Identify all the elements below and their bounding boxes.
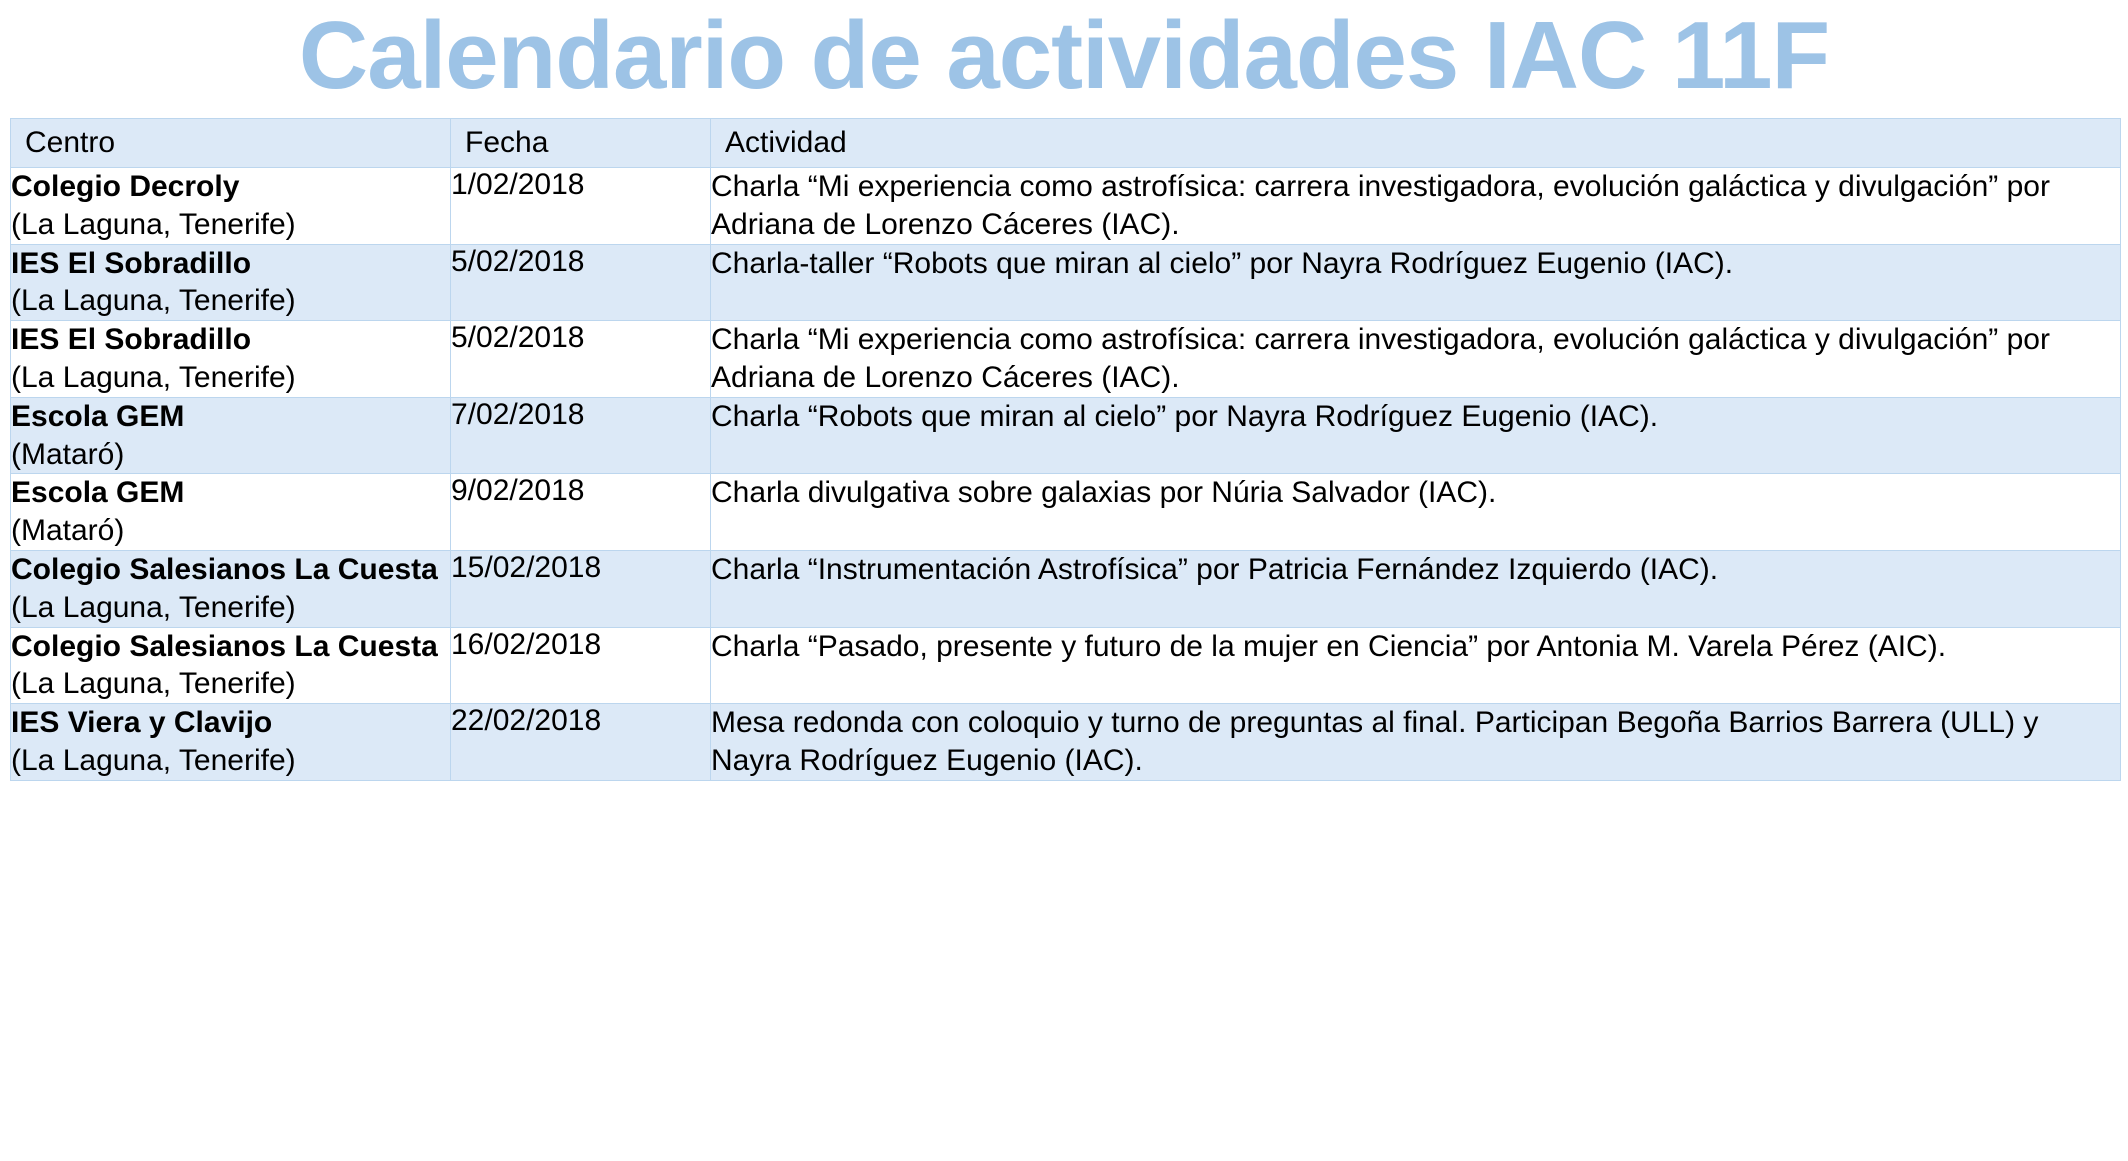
cell-actividad: Charla “Instrumentación Astrofísica” por Patricia Fernández Izquierdo (IAC). — [711, 550, 2121, 627]
cell-fecha: 22/02/2018 — [451, 704, 711, 781]
centro-name: IES El Sobradillo — [11, 246, 252, 280]
table-row — [11, 397, 2121, 474]
cell-actividad: Charla-taller “Robots que miran al cielo” por Nayra Rodríguez Eugenio (IAC). — [711, 244, 2121, 321]
column-header-centro: Centro — [11, 119, 451, 168]
centro-name: Escola GEM — [11, 476, 185, 510]
cell-fecha: 1/02/2018 — [451, 168, 711, 245]
bottom-spacer — [0, 781, 2128, 821]
cell-centro — [11, 627, 451, 704]
cell-actividad: Charla “Robots que miran al cielo” por Nayra Rodríguez Eugenio (IAC). — [711, 397, 2121, 474]
cell-fecha: 16/02/2018 — [451, 627, 711, 704]
table-row — [11, 168, 2121, 245]
cell-centro — [11, 168, 451, 245]
table-row — [11, 244, 2121, 321]
cell-fecha: 5/02/2018 — [451, 244, 711, 321]
cell-fecha: 15/02/2018 — [451, 550, 711, 627]
cell-centro — [11, 550, 451, 627]
centro-name: Colegio Decroly — [11, 170, 240, 203]
cell-fecha: 9/02/2018 — [451, 474, 711, 551]
cell-actividad: Charla “Mi experiencia como astrofísica: carrera investigadora, evolución galáctica y divulgación” por Adriana de Lorenzo Cáceres (IAC). — [711, 168, 2121, 245]
centro-location: (La Laguna, Tenerife) — [11, 590, 296, 624]
table-row — [11, 474, 2121, 551]
column-header-actividad: Actividad — [711, 119, 2121, 168]
centro-name: Colegio Salesianos La Cuesta — [11, 552, 438, 586]
cell-actividad: Mesa redonda con coloquio y turno de preguntas al final. Participan Begoña Barrios Barrera (ULL) y Nayra Rodríguez Eugenio (IAC). — [711, 704, 2121, 781]
centro-name: Escola GEM — [11, 399, 185, 433]
page-title: Calendario de actividades IAC 11F — [298, 2, 1830, 109]
table-row — [11, 321, 2121, 398]
table-row — [11, 704, 2121, 781]
centro-location: (La Laguna, Tenerife) — [11, 207, 296, 241]
centro-location: (La Laguna, Tenerife) — [11, 743, 296, 777]
centro-name: IES Viera y Clavijo — [11, 706, 273, 740]
cell-centro — [11, 321, 451, 398]
table-header-row — [11, 119, 2121, 168]
centro-name: IES El Sobradillo — [11, 323, 252, 357]
cell-fecha: 7/02/2018 — [451, 397, 711, 474]
cell-actividad: Charla “Pasado, presente y futuro de la mujer en Ciencia” por Antonia M. Varela Pérez (AIC). — [711, 627, 2121, 704]
centro-location: (La Laguna, Tenerife) — [11, 667, 296, 701]
centro-name: Colegio Salesianos La Cuesta — [11, 629, 438, 663]
table-row — [11, 550, 2121, 627]
centro-location: (La Laguna, Tenerife) — [11, 360, 296, 394]
table-row — [11, 627, 2121, 704]
centro-location: (Mataró) — [11, 437, 125, 471]
activities-table — [10, 118, 2121, 781]
centro-location: (Mataró) — [11, 514, 125, 548]
column-header-fecha: Fecha — [451, 119, 711, 168]
cell-actividad: Charla “Mi experiencia como astrofísica: carrera investigadora, evolución galáctica y divulgación” por Adriana de Lorenzo Cáceres (IAC). — [711, 321, 2121, 398]
centro-location: (La Laguna, Tenerife) — [11, 284, 296, 318]
cell-actividad: Charla divulgativa sobre galaxias por Núria Salvador (IAC). — [711, 474, 2121, 551]
cell-centro — [11, 704, 451, 781]
cell-centro — [11, 244, 451, 321]
cell-fecha: 5/02/2018 — [451, 321, 711, 398]
cell-centro — [11, 397, 451, 474]
cell-centro — [11, 474, 451, 551]
